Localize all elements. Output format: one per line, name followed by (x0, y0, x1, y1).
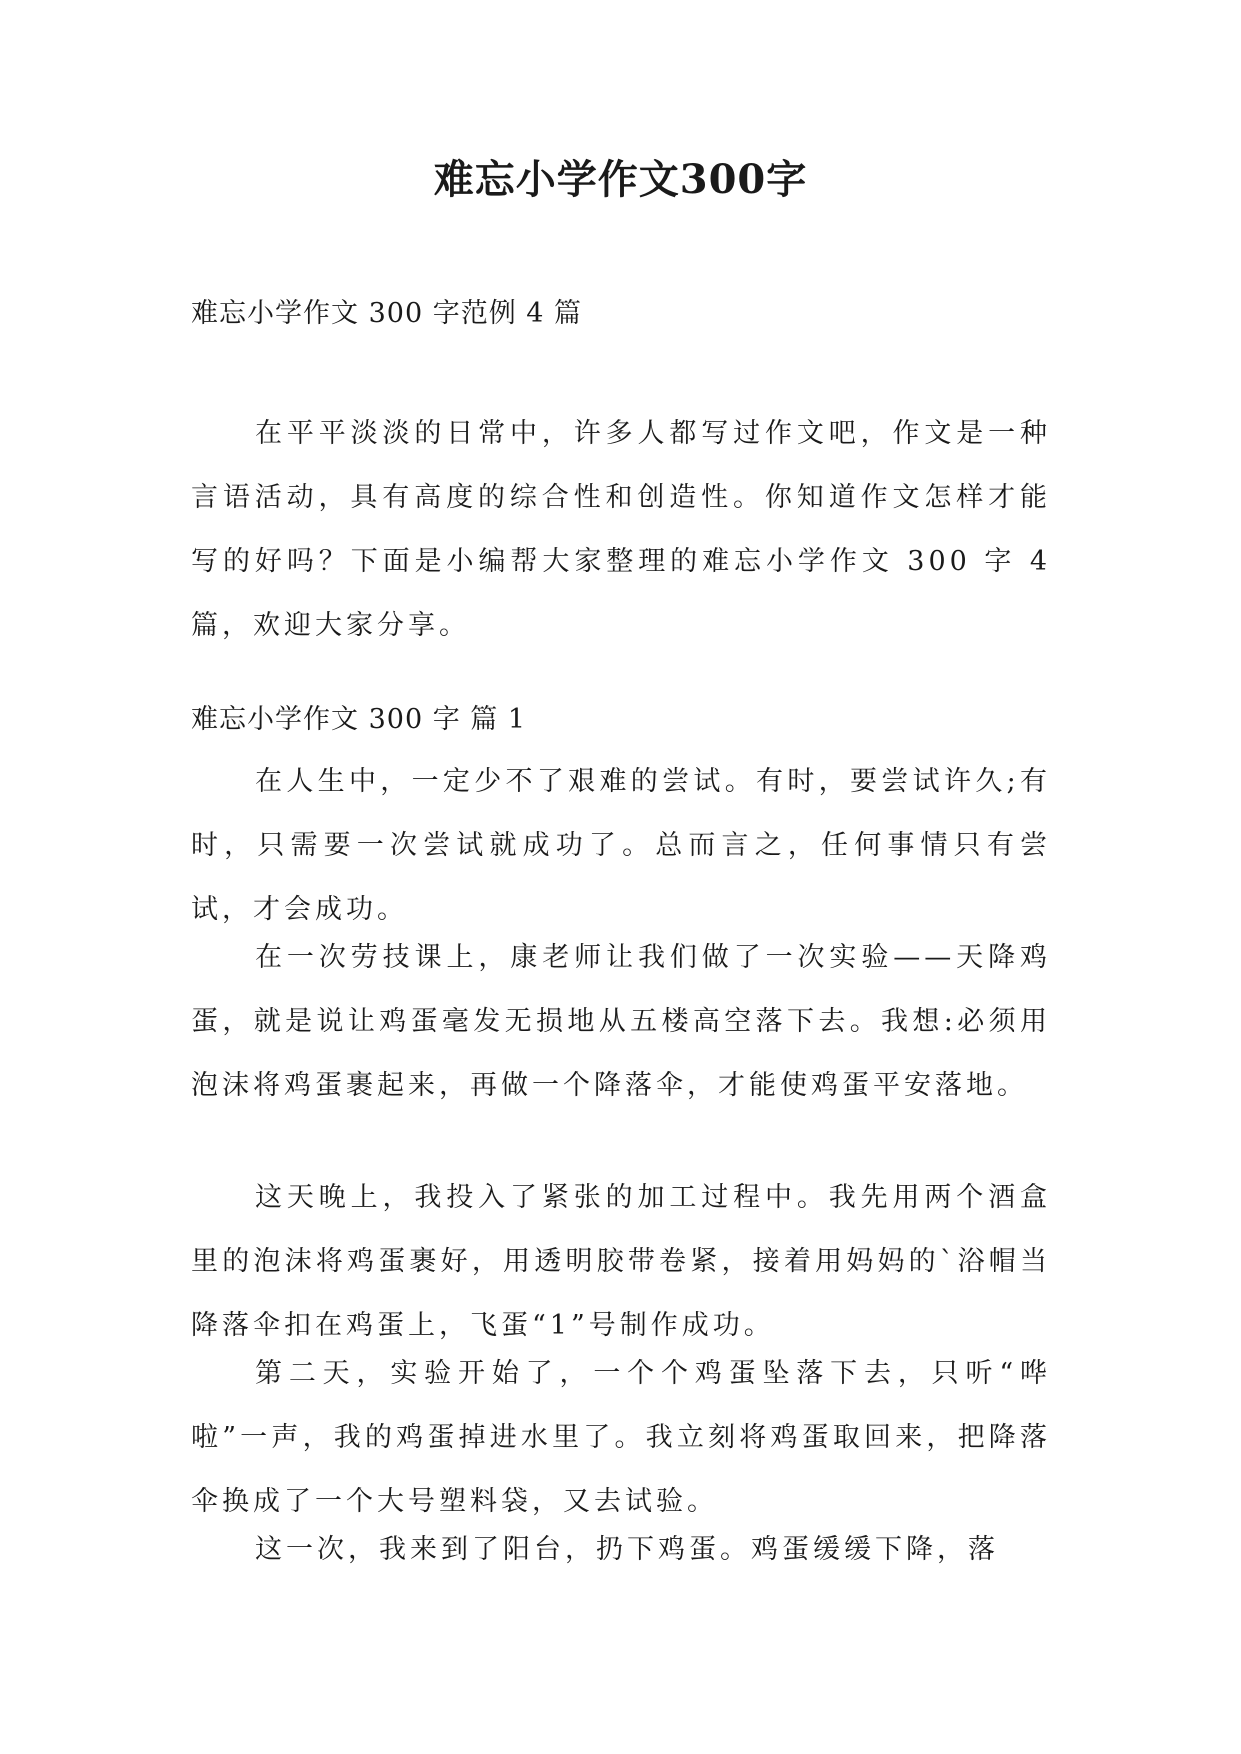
section-heading: 难忘小学作文 300 字 篇 1 (191, 704, 527, 735)
body-paragraph: 在人生中，一定少不了艰难的尝试。有时，要尝试许久;有时，只需要一次尝试就成功了。总而言之，任何事情只有尝试，才会成功。 (191, 766, 1051, 925)
document-subtitle: 难忘小学作文 300 字范例 4 篇 (191, 298, 583, 329)
body-paragraph: 在一次劳技课上，康老师让我们做了一次实验——天降鸡蛋，就是说让鸡蛋毫发无损地从五楼高空落下去。我想:必须用泡沫将鸡蛋裹起来，再做一个降落伞，才能使鸡蛋平安落地。 (191, 942, 1051, 1101)
body-paragraph: 第二天，实验开始了，一个个鸡蛋坠落下去，只听“哗啦”一声，我的鸡蛋掉进水里了。我立刻将鸡蛋取回来，把降落伞换成了一个大号塑料袋，又去试验。 (191, 1358, 1051, 1517)
body-paragraph: 这天晚上，我投入了紧张的加工过程中。我先用两个酒盒里的泡沫将鸡蛋裹好，用透明胶带卷紧，接着用妈妈的`浴帽当降落伞扣在鸡蛋上，飞蛋“1”号制作成功。 (191, 1182, 1051, 1341)
body-paragraph: 这一次，我来到了阳台，扔下鸡蛋。鸡蛋缓缓下降，落 (255, 1534, 999, 1565)
intro-paragraph: 在平平淡淡的日常中，许多人都写过作文吧，作文是一种言语活动，具有高度的综合性和创造性。你知道作文怎样才能写的好吗？下面是小编帮大家整理的难忘小学作文 300 字 4 篇，欢迎大家分享。 (191, 418, 1051, 641)
document-title: 难忘小学作文300字 (433, 156, 808, 203)
